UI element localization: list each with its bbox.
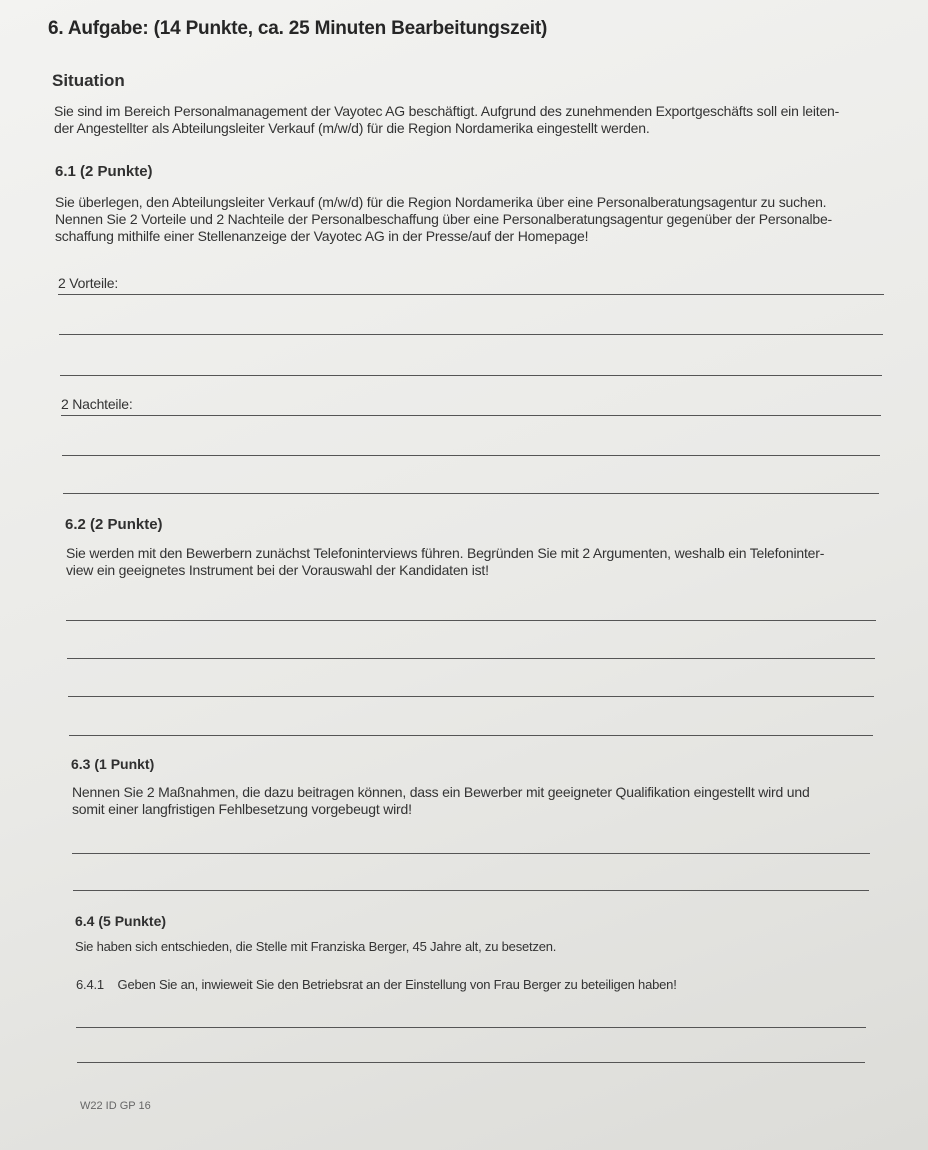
answer-line[interactable] xyxy=(68,696,874,697)
disadvantages-label: 2 Nachteile: xyxy=(61,396,133,412)
answer-line[interactable] xyxy=(69,735,873,736)
answer-line[interactable] xyxy=(58,294,884,295)
question-6-3-heading: 6.3 (1 Punkt) xyxy=(71,756,155,772)
situation-heading: Situation xyxy=(52,71,125,90)
answer-line[interactable] xyxy=(59,334,883,335)
answer-line[interactable] xyxy=(63,493,879,494)
answer-line[interactable] xyxy=(76,1027,866,1028)
answer-line[interactable] xyxy=(72,853,870,854)
answer-line[interactable] xyxy=(62,455,880,456)
answer-line[interactable] xyxy=(77,1062,865,1063)
question-6-2-heading: 6.2 (2 Punkte) xyxy=(65,516,163,533)
question-6-2-text xyxy=(66,545,824,579)
question-line: Sie überlegen, den Abteilungsleiter Verkauf (m/w/d) für die Region Nordamerika über eine Personalberatungsagentur zu suchen. xyxy=(55,194,827,210)
question-6-1-text xyxy=(55,194,832,245)
question-6-1-heading: 6.1 (2 Punkte) xyxy=(55,163,153,180)
question-line: schaffung mithilfe einer Stellenanzeige der Vayotec AG in der Presse/auf der Homepage! xyxy=(55,228,589,244)
question-line: Nennen Sie 2 Vorteile und 2 Nachteile der Personalbeschaffung über eine Personalberatungsagentur gegenüber der Personalbe- xyxy=(55,211,833,227)
situation-line: der Angestellter als Abteilungsleiter Verkauf (m/w/d) für die Region Nordamerika eingestellt werden. xyxy=(54,120,650,136)
advantages-label: 2 Vorteile: xyxy=(58,275,119,291)
question-6-4-intro: Sie haben sich entschieden, die Stelle mit Franziska Berger, 45 Jahre alt, zu besetzen. xyxy=(75,939,557,954)
footer-code: W22 ID GP 16 xyxy=(80,1100,151,1112)
answer-line[interactable] xyxy=(60,375,882,376)
question-line: somit einer langfristigen Fehlbesetzung vorgebeugt wird! xyxy=(72,801,412,817)
answer-line[interactable] xyxy=(61,415,881,416)
situation-line: Sie sind im Bereich Personalmanagement der Vayotec AG beschäftigt. Aufgrund des zunehmenden Exportgeschäfts soll ein leiten- xyxy=(54,103,840,119)
answer-line[interactable] xyxy=(66,620,876,621)
task-title: 6. Aufgabe: (14 Punkte, ca. 25 Minuten Bearbeitungszeit) xyxy=(48,18,548,39)
question-line: Sie werden mit den Bewerbern zunächst Telefoninterviews führen. Begründen Sie mit 2 Argumenten, weshalb ein Telefoninter- xyxy=(66,545,825,561)
question-6-4-heading: 6.4 (5 Punkte) xyxy=(75,913,167,929)
question-6-3-text xyxy=(72,784,810,818)
answer-line[interactable] xyxy=(67,658,875,659)
question-line: view ein geeignetes Instrument bei der Vorauswahl der Kandidaten ist! xyxy=(66,562,489,578)
question-6-4-1-text: 6.4.1 Geben Sie an, inwieweit Sie den Betriebsrat an der Einstellung von Frau Berger zu beteiligen haben! xyxy=(76,977,677,992)
question-line: Nennen Sie 2 Maßnahmen, die dazu beitragen können, dass ein Bewerber mit geeigneter Qualifikation eingestellt wird und xyxy=(72,784,810,800)
situation-text xyxy=(54,103,839,137)
answer-line[interactable] xyxy=(73,890,869,891)
